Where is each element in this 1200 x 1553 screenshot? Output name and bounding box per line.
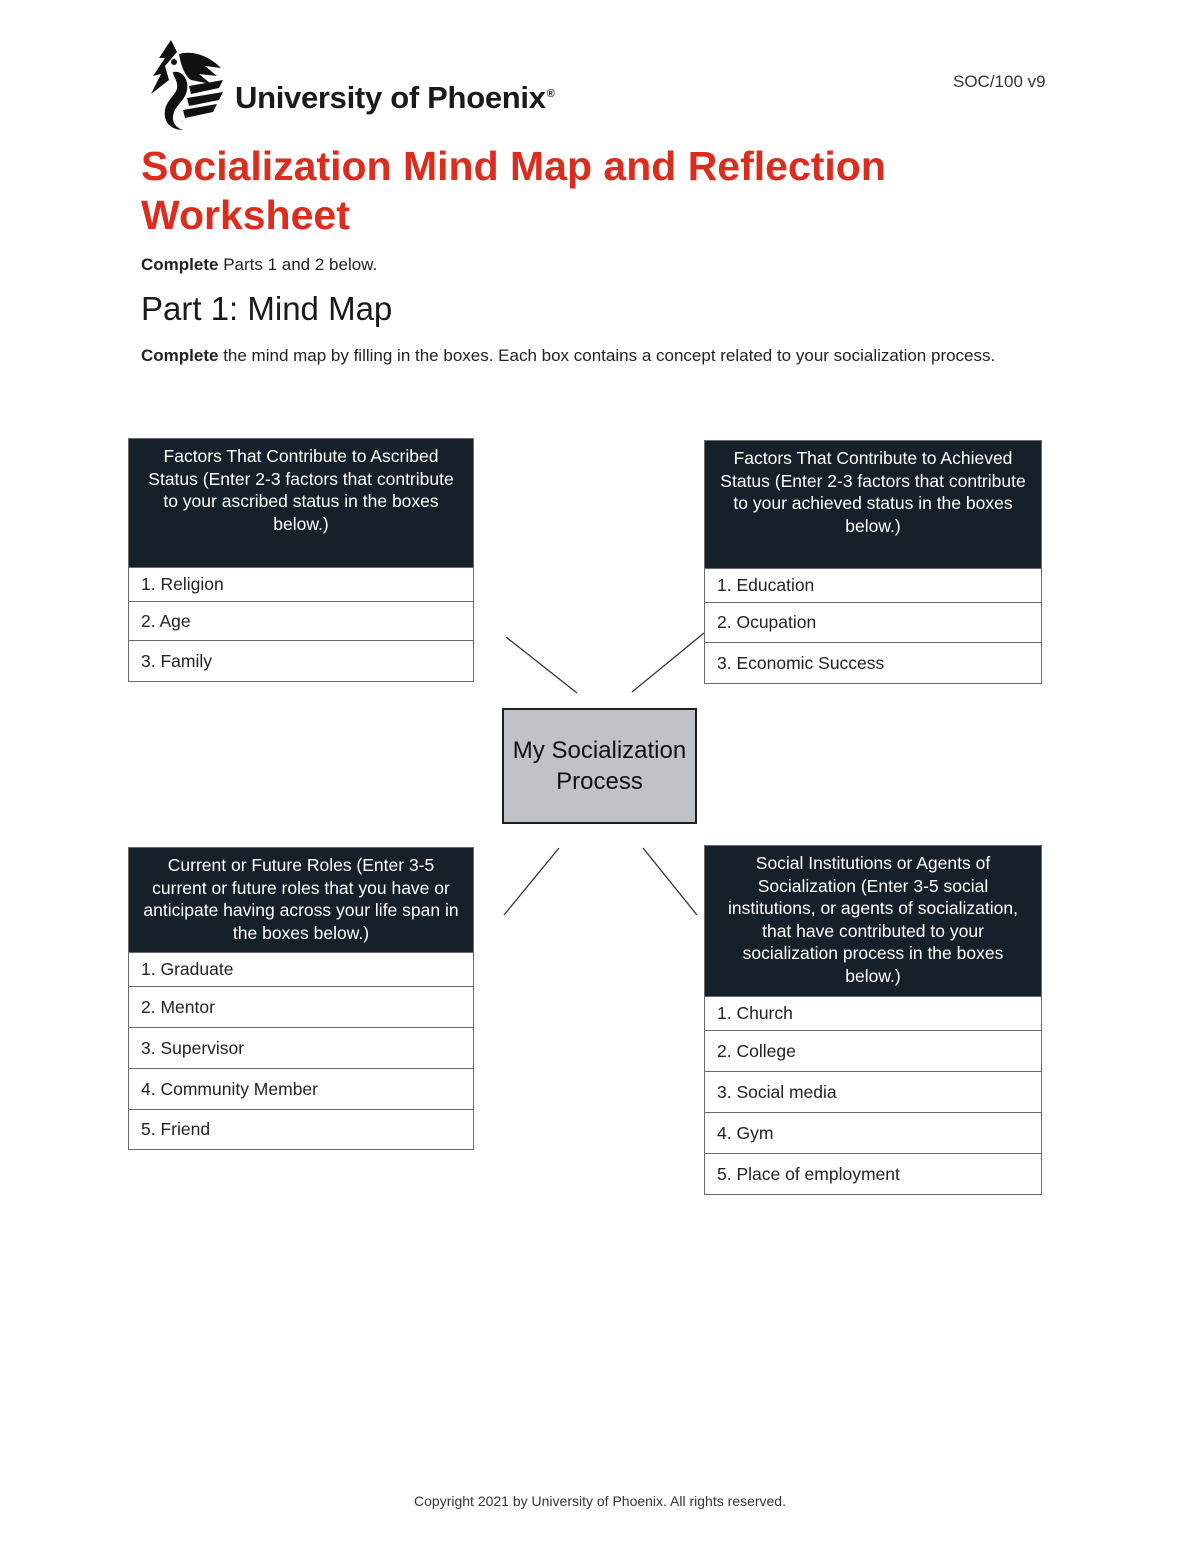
- connector-institutions: [643, 848, 697, 915]
- intro-instructions: Complete Parts 1 and 2 below.: [141, 255, 378, 274]
- institutions-item[interactable]: 3. Social media: [705, 1071, 1041, 1112]
- roles-item[interactable]: 4. Community Member: [129, 1068, 473, 1109]
- achieved-item[interactable]: 2. Ocupation: [705, 602, 1041, 642]
- institutions-box: [704, 845, 1042, 1195]
- institutions-item[interactable]: 2. College: [705, 1030, 1041, 1071]
- achieved-status-header: Factors That Contribute to Achieved Status (Enter 2-3 factors that contribute to your achieved status in the boxes below.): [705, 441, 1041, 568]
- roles-item[interactable]: 3. Supervisor: [129, 1027, 473, 1068]
- roles-item[interactable]: 2. Mentor: [129, 986, 473, 1027]
- part1-heading: Part 1: Mind Map: [141, 290, 393, 327]
- ascribed-item[interactable]: 3. Family: [129, 640, 473, 681]
- ascribed-item[interactable]: 1. Religion: [129, 567, 473, 601]
- ascribed-status-box: [128, 438, 474, 682]
- roles-item[interactable]: 1. Graduate: [129, 952, 473, 986]
- achieved-status-box: [704, 440, 1042, 684]
- connector-ascribed: [506, 637, 577, 693]
- roles-item[interactable]: 5. Friend: [129, 1109, 473, 1149]
- institutions-header: Social Institutions or Agents of Socialization (Enter 3-5 social institutions, or agents of socialization, that have contributed to your socialization process in the boxes below.): [705, 846, 1041, 996]
- institutions-item[interactable]: 4. Gym: [705, 1112, 1041, 1153]
- connector-achieved: [632, 633, 704, 692]
- roles-box: [128, 847, 474, 1150]
- achieved-item[interactable]: 3. Economic Success: [705, 642, 1041, 683]
- institutions-item[interactable]: 5. Place of employment: [705, 1153, 1041, 1194]
- page-title: Socialization Mind Map and Reflection Worksheet: [141, 143, 886, 238]
- connector-roles: [504, 848, 559, 915]
- institutions-item[interactable]: 1. Church: [705, 996, 1041, 1030]
- center-node: My Socialization Process: [502, 708, 697, 824]
- ascribed-status-header: Factors That Contribute to Ascribed Status (Enter 2-3 factors that contribute to your ascribed status in the boxes below.): [129, 439, 473, 567]
- achieved-item[interactable]: 1. Education: [705, 568, 1041, 602]
- copyright-footer: Copyright 2021 by University of Phoenix. All rights reserved.: [414, 1493, 786, 1509]
- part1-description: Complete the mind map by filling in the boxes. Each box contains a concept related to your socialization process.: [141, 346, 996, 365]
- ascribed-item[interactable]: 2. Age: [129, 601, 473, 640]
- course-code: SOC/100 v9: [953, 72, 1046, 91]
- roles-header: Current or Future Roles (Enter 3-5 current or future roles that you have or anticipate having across your life span in the boxes below.): [129, 848, 473, 952]
- logo-wordmark: University of Phoenix®: [235, 80, 555, 115]
